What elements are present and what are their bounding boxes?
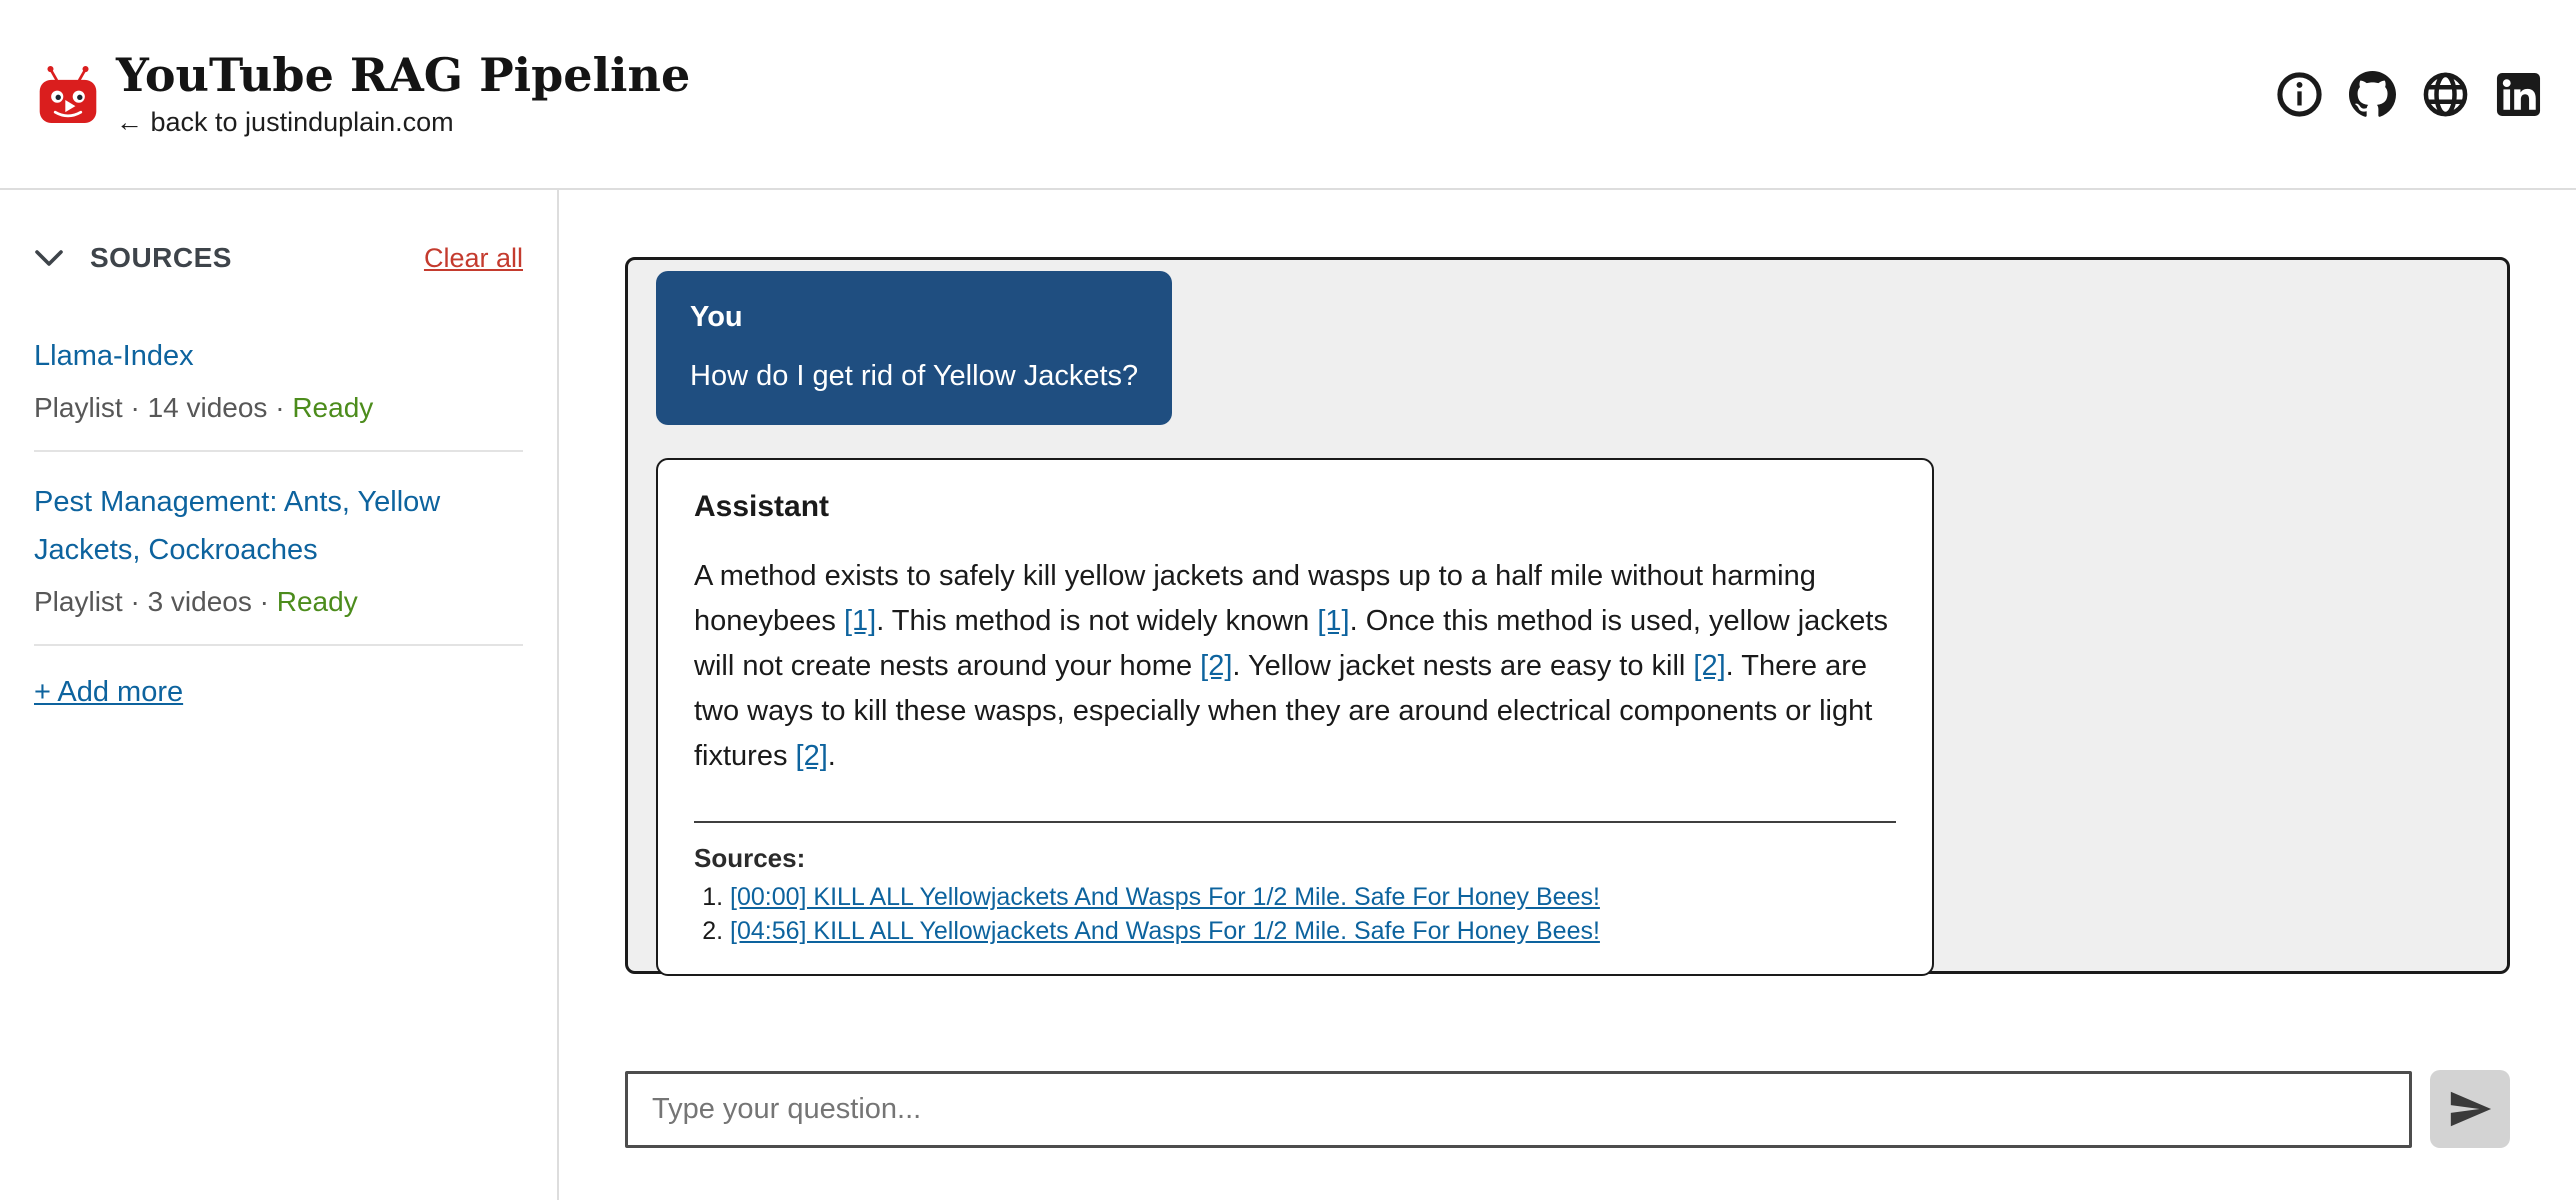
citation-link[interactable]: [2] xyxy=(1200,650,1233,682)
main-area xyxy=(559,190,2576,1200)
paragraph-text: . Yellow jacket nests are easy to kill xyxy=(1232,650,1694,682)
assistant-message-card xyxy=(656,458,1934,976)
clear-all-link[interactable]: Clear all xyxy=(423,242,523,273)
back-link[interactable]: ← back to justinduplain.com xyxy=(116,106,454,137)
video-source-link[interactable]: [00:00] KILL ALL Yellowjackets And Wasps For 1/2 Mile. Safe For Honey Bees! xyxy=(730,883,1600,911)
sidebar xyxy=(0,190,559,1200)
source-title-link[interactable]: Pest Management: Ants, Yellow Jackets, Cockroaches xyxy=(34,486,441,566)
user-message-text: How do I get rid of Yellow Jackets? xyxy=(690,360,1139,392)
citation-link[interactable]: [1] xyxy=(843,605,877,637)
source-status: Ready xyxy=(276,586,358,617)
header xyxy=(0,0,2576,190)
composer xyxy=(625,1070,2510,1148)
assistant-source-list xyxy=(694,880,1896,948)
linkedin-icon[interactable] xyxy=(2495,71,2542,118)
paragraph-text: . xyxy=(827,740,836,772)
sources-label: Sources: xyxy=(694,843,806,873)
source-title-link[interactable]: Llama-Index xyxy=(34,340,194,372)
source-item xyxy=(34,478,523,646)
source-meta-text: Playlist · 14 videos · xyxy=(34,392,285,423)
page-title: YouTube RAG Pipeline xyxy=(116,48,691,103)
title-block xyxy=(116,50,690,138)
youtube-robot-logo-icon xyxy=(34,65,102,127)
info-icon[interactable] xyxy=(2276,71,2323,118)
send-icon xyxy=(2447,1086,2493,1132)
paragraph-text: . Once this method is used, yellow jackets will not create nests around your home xyxy=(694,605,1888,682)
chevron-down-icon[interactable] xyxy=(34,249,64,267)
source-list xyxy=(34,332,523,646)
source-link-item xyxy=(730,880,1896,914)
assistant-paragraph xyxy=(694,554,1896,779)
source-meta xyxy=(34,586,523,618)
question-input[interactable] xyxy=(625,1071,2412,1148)
source-link-item xyxy=(730,914,1896,948)
source-meta xyxy=(34,392,523,424)
content xyxy=(0,190,2576,1200)
citation-link[interactable]: [1] xyxy=(1317,605,1350,637)
globe-icon[interactable] xyxy=(2422,71,2469,118)
source-meta-text: Playlist · 3 videos · xyxy=(34,586,269,617)
assistant-role-label: Assistant xyxy=(694,490,830,523)
citation-link[interactable]: [2] xyxy=(795,740,828,772)
send-button[interactable] xyxy=(2430,1070,2510,1148)
paragraph-text: . There are two ways to kill these wasps, especially when they are around electrical components or light fixtures xyxy=(694,650,1873,772)
user-role-label: You xyxy=(690,301,743,333)
sources-header xyxy=(34,242,523,274)
add-more-link[interactable]: + Add more xyxy=(34,676,184,708)
user-message-bubble xyxy=(656,271,1172,425)
divider xyxy=(694,821,1896,823)
paragraph-text: . This method is not widely known xyxy=(876,605,1318,637)
header-icons xyxy=(2276,71,2542,118)
sources-heading: SOURCES xyxy=(90,242,232,273)
chat-panel xyxy=(625,257,2510,974)
citation-link[interactable]: [2] xyxy=(1693,650,1726,682)
paragraph-text: A method exists to safely kill yellow jackets and wasps up to a half mile without harming honeybees xyxy=(694,560,1816,637)
source-item xyxy=(34,332,523,452)
github-icon[interactable] xyxy=(2349,71,2396,118)
video-source-link[interactable]: [04:56] KILL ALL Yellowjackets And Wasps For 1/2 Mile. Safe For Honey Bees! xyxy=(730,917,1600,945)
source-status: Ready xyxy=(292,392,374,423)
